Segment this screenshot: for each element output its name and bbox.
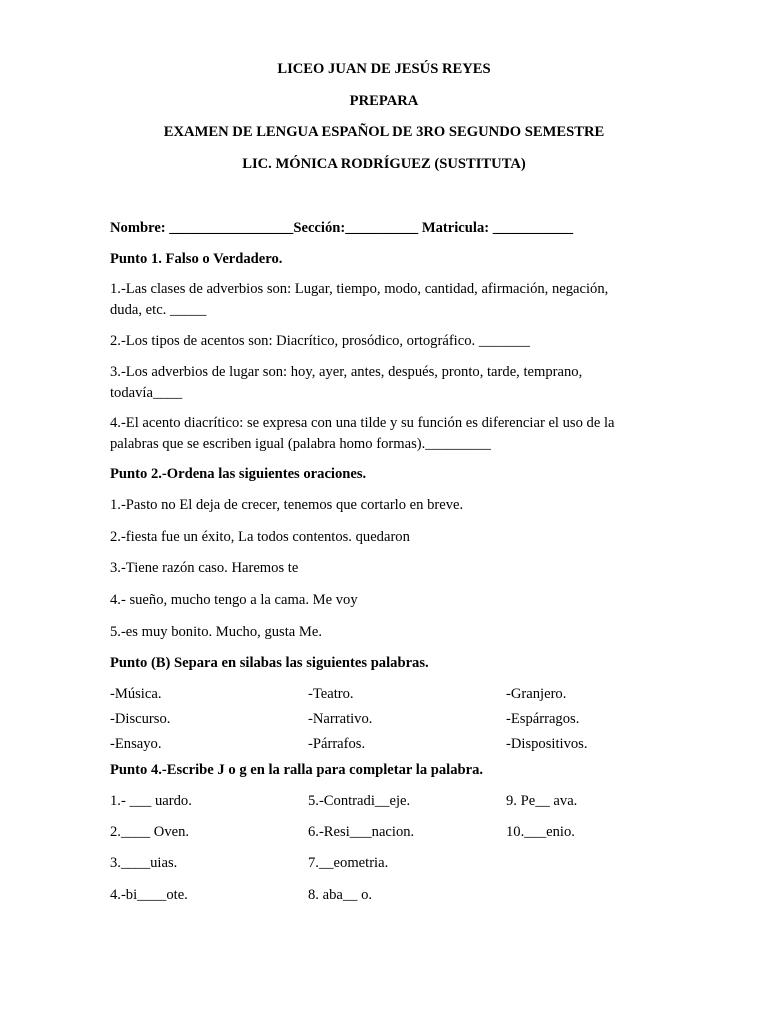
punto4-item: 6.-Resi___nacion. (308, 824, 415, 840)
punto2-item-2: 2.-fiesta fue un éxito, La todos contentos. quedaron (110, 529, 410, 545)
punto1-item-4a: 4.-El acento diacrítico: se expresa con una tilde y su función es diferenciar el uso de la (110, 415, 615, 431)
exam-title: EXAMEN DE LENGUA ESPAÑOL DE 3RO SEGUNDO SEMESTRE (163, 124, 605, 140)
prepara-heading: PREPARA (349, 93, 419, 109)
punto4-item: 4.-bi____ote. (110, 887, 188, 903)
punto1-item-1a: 1.-Las clases de adverbios son: Lugar, tiempo, modo, cantidad, afirmación, negación, (110, 281, 609, 297)
punto4-title: Punto 4.-Escribe J o g en la ralla para completar la palabra. (110, 762, 484, 778)
punto1-title: Punto 1. Falso o Verdadero. (110, 251, 283, 267)
puntoB-word: -Espárragos. (506, 711, 580, 727)
puntoB-word: -Narrativo. (308, 711, 373, 727)
student-fields: Nombre: _________________Sección:__________ Matricula: ___________ (110, 220, 574, 236)
punto1-item-2: 2.-Los tipos de acentos son: Diacrítico, prosódico, ortográfico. _______ (110, 333, 530, 349)
punto2-item-4: 4.- sueño, mucho tengo a la cama. Me voy (110, 592, 358, 608)
punto4-item: 3.____uias. (110, 855, 178, 871)
punto1-item-4b: palabras que se escriben igual (palabra homo formas)._________ (110, 436, 491, 452)
puntoB-word: -Granjero. (506, 686, 567, 702)
punto1-item-3b: todavía____ (110, 385, 183, 401)
puntoB-word: -Música. (110, 686, 162, 702)
puntoB-word: -Teatro. (308, 686, 354, 702)
punto4-item: 5.-Contradi__eje. (308, 793, 411, 809)
punto4-item: 2.____ Oven. (110, 824, 190, 840)
punto2-item-5: 5.-es muy bonito. Mucho, gusta Me. (110, 624, 322, 640)
punto4-item: 1.- ___ uardo. (110, 793, 192, 809)
punto1-item-3a: 3.-Los adverbios de lugar son: hoy, ayer, antes, después, pronto, tarde, temprano, (110, 364, 583, 380)
punto2-item-3: 3.-Tiene razón caso. Haremos te (110, 560, 299, 576)
puntoB-word: -Dispositivos. (506, 736, 588, 752)
punto4-item: 8. aba__ o. (308, 887, 373, 903)
punto4-item: 9. Pe__ ava. (506, 793, 578, 809)
punto4-item: 7.__eometria. (308, 855, 389, 871)
punto2-item-1: 1.-Pasto no El deja de crecer, tenemos que cortarlo en breve. (110, 497, 464, 513)
punto1-item-1b: duda, etc. _____ (110, 302, 207, 318)
teacher-name: LIC. MÓNICA RODRÍGUEZ (SUSTITUTA) (242, 156, 526, 172)
puntoB-title: Punto (B) Separa en silabas las siguientes palabras. (110, 655, 429, 671)
punto4-item: 10.___enio. (506, 824, 575, 840)
punto2-title: Punto 2.-Ordena las siguientes oraciones. (110, 466, 367, 482)
school-name: LICEO JUAN DE JESÚS REYES (277, 61, 491, 77)
puntoB-word: -Ensayo. (110, 736, 162, 752)
puntoB-word: -Párrafos. (308, 736, 366, 752)
puntoB-word: -Discurso. (110, 711, 171, 727)
